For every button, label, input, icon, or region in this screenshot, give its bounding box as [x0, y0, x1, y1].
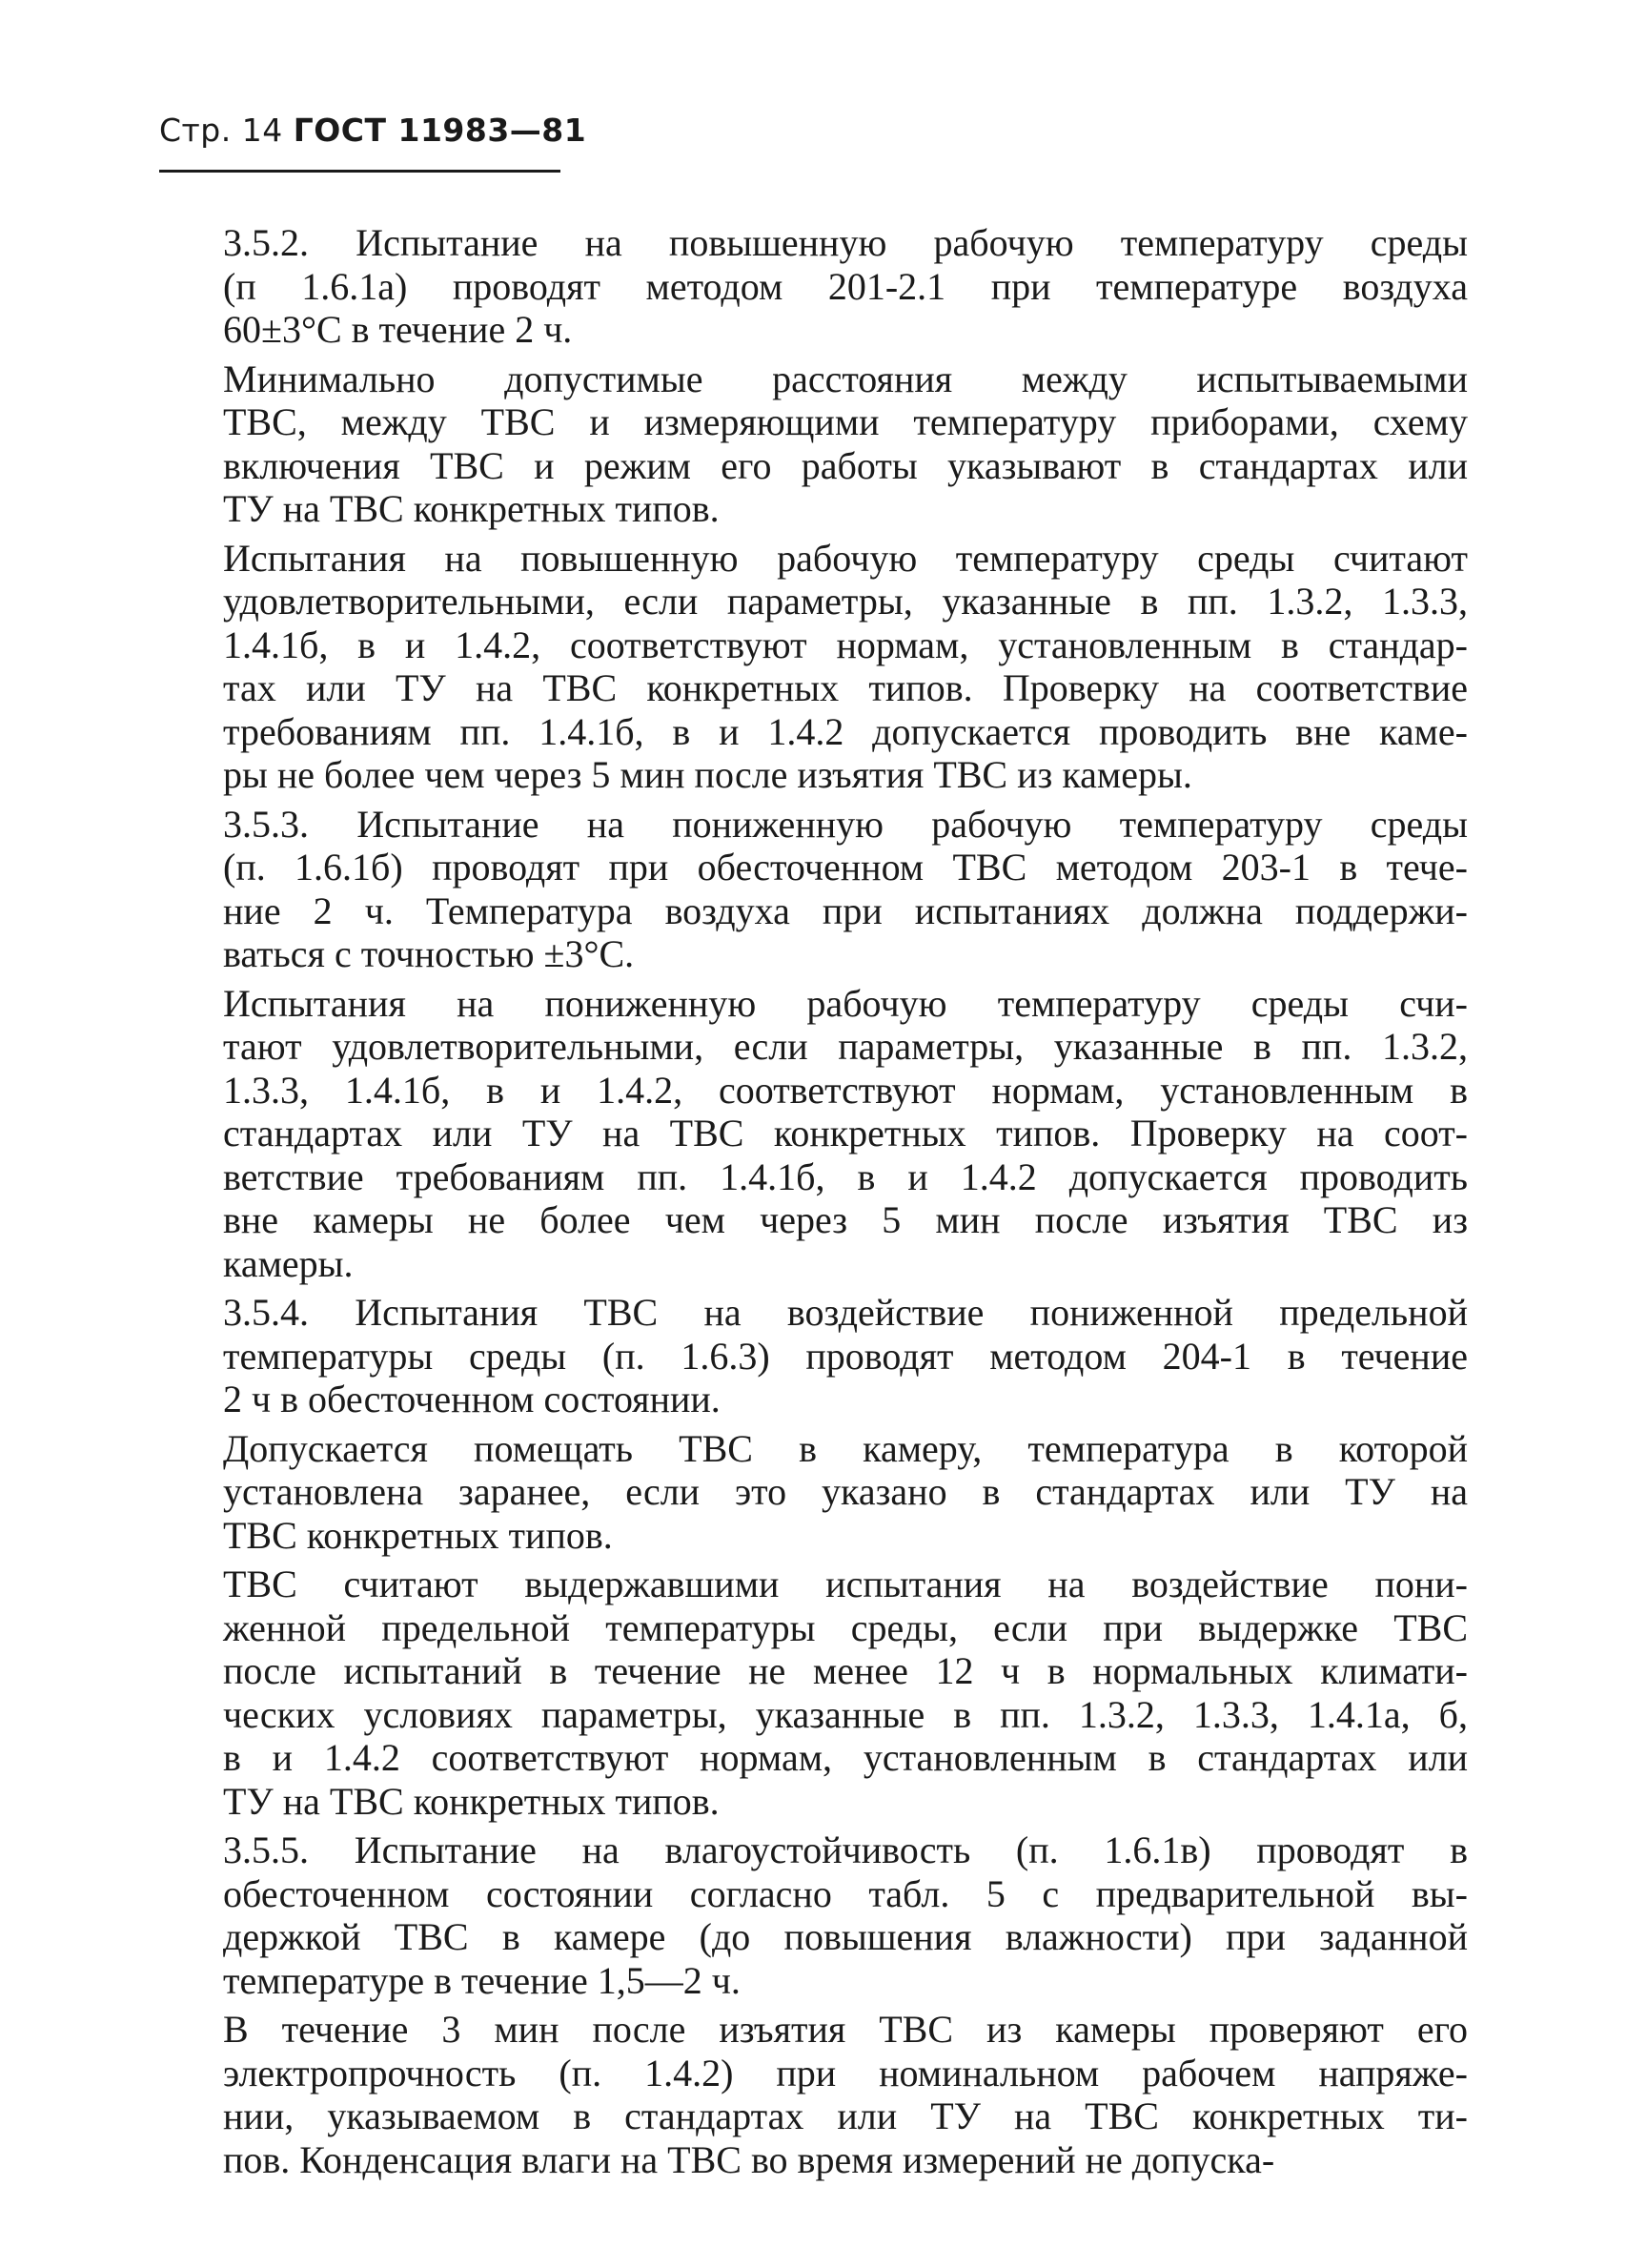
text-line: 3.5.5. Испытание на влагоустойчивость (п. 1.6.1в) проводят в [223, 1829, 1468, 1871]
text-line: (п 1.6.1а) проводят методом 201-2.1 при температуре воздуха [223, 264, 1468, 308]
page-number-label: Стр. 14 [159, 112, 283, 149]
text-line: держкой ТВС в камере (до повышения влажности) при заданной [223, 1915, 1468, 1958]
text-line: ТУ на ТВС конкретных типов. [223, 487, 720, 530]
text-line: ваться с точностью ±3°С. [223, 932, 635, 975]
text-line: удовлетворительными, если параметры, указанные в пп. 1.3.2, 1.3.3, [223, 580, 1468, 623]
page-header [159, 112, 587, 173]
text-line: ТВС конкретных типов. [223, 1513, 613, 1557]
text-line: включения ТВС и режим его работы указывают в стандартах или [223, 443, 1468, 487]
text-line: В течение 3 мин после изъятия ТВС из камеры проверяют его [223, 2008, 1468, 2051]
text-line: нии, указываемом в стандартах или ТУ на ТВС конкретных ти- [223, 2094, 1468, 2137]
text-line: температуры среды (п. 1.6.3) проводят методом 204-1 в течение [223, 1334, 1468, 1378]
text-line: 1.3.3, 1.4.1б, в и 1.4.2, соответствуют нормам, установленным в [223, 1068, 1468, 1112]
text-line: тают удовлетворительными, если параметры, указанные в пп. 1.3.2, [223, 1025, 1468, 1068]
text-line: требованиям пп. 1.4.1б, в и 1.4.2 допускается проводить вне каме- [223, 709, 1468, 753]
text-line: Испытания на повышенную рабочую температуру среды считают [223, 536, 1468, 580]
paragraph [160, 2008, 1468, 2181]
text-line: ние 2 ч. Температура воздуха при испытаниях должна поддержи- [223, 889, 1468, 932]
text-line: ТВС, между ТВС и измеряющими температуру приборами, схему [223, 400, 1468, 443]
text-line: ветствие требованиям пп. 1.4.1б, в и 1.4.2 допускается проводить [223, 1154, 1468, 1198]
text-line: ТВС считают выдержавшими испытания на воздействие пони- [223, 1563, 1468, 1605]
paragraph [160, 803, 1468, 976]
text-line: (п. 1.6.1б) проводят при обесточенном ТВС методом 203-1 в тече- [223, 846, 1468, 889]
text-line: Испытания на пониженную рабочую температуру среды счи- [223, 981, 1468, 1025]
text-line: 2 ч в обесточенном состоянии. [223, 1378, 721, 1420]
text-line: камеры. [223, 1241, 354, 1285]
paragraph [160, 1291, 1468, 1421]
text-line: вне камеры не более чем через 5 мин после изъятия ТВС из [223, 1198, 1468, 1241]
text-line: ры не более чем через 5 мин после изъятия ТВС из камеры. [223, 753, 1192, 796]
paragraph [160, 1427, 1468, 1558]
paragraph [160, 1829, 1468, 2002]
standard-designation: ГОСТ 11983—81 [293, 112, 587, 149]
text-line: 60±3°С в течение 2 ч. [223, 308, 573, 351]
paragraph [160, 1563, 1468, 1823]
text-line: 3.5.4. Испытания ТВС на воздействие пониженной предельной [223, 1291, 1468, 1334]
text-line: тах или ТУ на ТВС конкретных типов. Проверку на соответствие [223, 666, 1468, 709]
text-line: установлена заранее, если это указано в стандартах или ТУ на [223, 1470, 1468, 1513]
text-line: женной предельной температуры среды, если при выдержке ТВС [223, 1605, 1468, 1649]
text-line: температуре в течение 1,5—2 ч. [223, 1958, 741, 2002]
text-line: 3.5.3. Испытание на пониженную рабочую температуру среды [223, 802, 1468, 846]
paragraph [160, 982, 1468, 1286]
document-body [160, 221, 1468, 2187]
text-line: Минимально допустимые расстояния между испытываемыми [223, 357, 1468, 400]
text-line: Допускается помещать ТВС в камеру, температура в которой [223, 1426, 1468, 1470]
text-line: 3.5.2. Испытание на повышенную рабочую температуру среды [223, 221, 1468, 264]
text-line: ТУ на ТВС конкретных типов. [223, 1779, 720, 1823]
text-line: электропрочность (п. 1.4.2) при номинальном рабочем напряже- [223, 2051, 1468, 2094]
text-line: ческих условиях параметры, указанные в пп. 1.3.2, 1.3.3, 1.4.1а, б, [223, 1692, 1468, 1736]
text-line: в и 1.4.2 соответствуют нормам, установленным в стандартах или [223, 1736, 1468, 1779]
paragraph [160, 537, 1468, 797]
paragraph [160, 358, 1468, 531]
text-line: после испытаний в течение не менее 12 ч в нормальных климати- [223, 1649, 1468, 1692]
paragraph [160, 221, 1468, 352]
text-line: пов. Конденсация влаги на ТВС во время измерений не допуска- [223, 2137, 1275, 2181]
page-running-header [159, 112, 587, 149]
text-line: обесточенном состоянии согласно табл. 5 с предварительной вы- [223, 1871, 1468, 1915]
text-line: стандартах или ТУ на ТВС конкретных типов. Проверку на соот- [223, 1112, 1468, 1154]
text-line: 1.4.1б, в и 1.4.2, соответствуют нормам, установленным в стандар- [223, 623, 1468, 666]
header-rule [159, 170, 560, 173]
